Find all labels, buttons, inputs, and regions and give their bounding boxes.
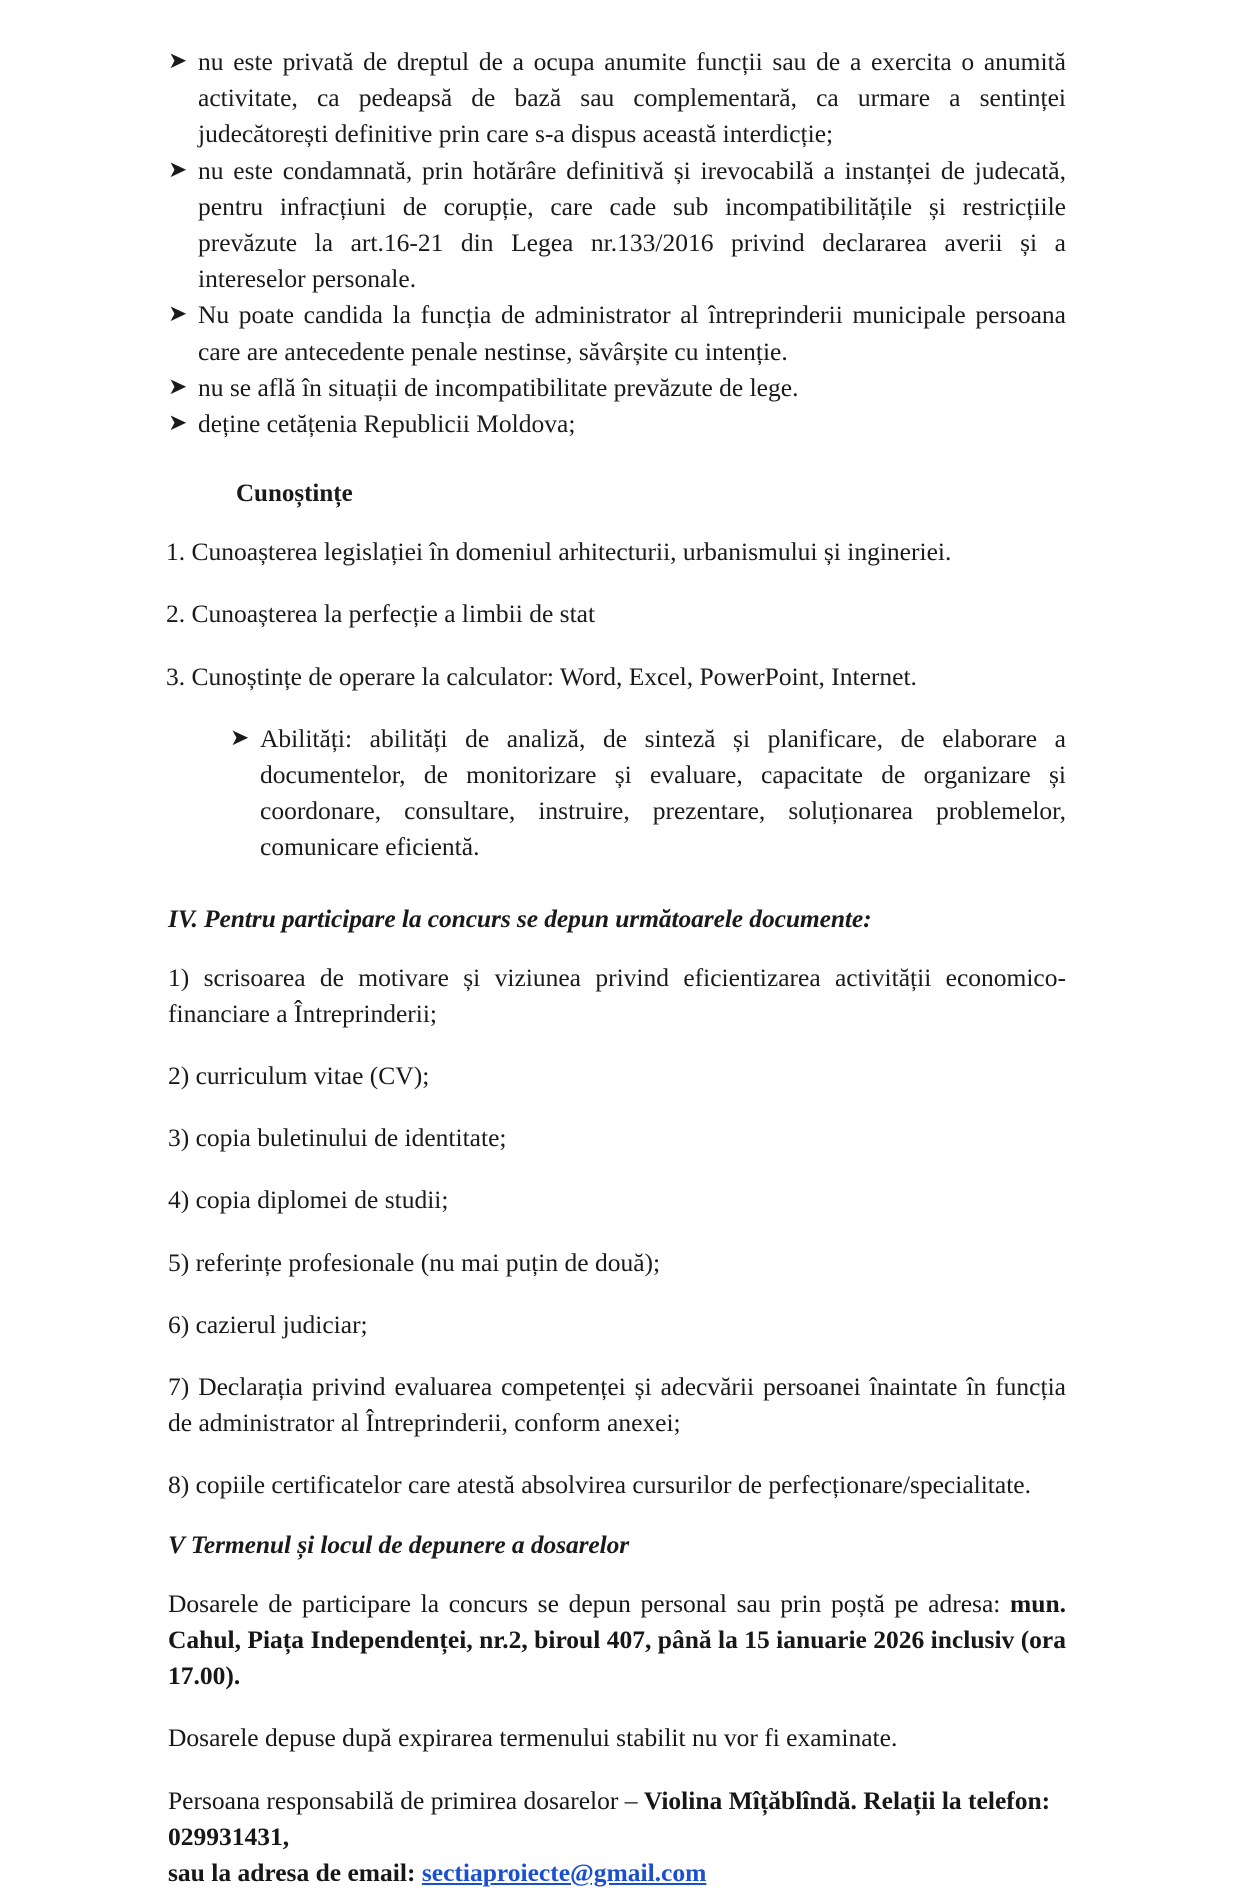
arrow-bullet-icon: ➤ [168,48,188,74]
list-item [168,406,1066,442]
email-paragraph [168,1855,1066,1891]
list-item: 3) copia buletinului de identitate; [168,1123,507,1153]
list-item: 5) referințe profesionale (nu mai puțin de două); [168,1247,661,1277]
submission-paragraph [168,1586,1066,1695]
list-item: 2) curriculum vitae (CV); [168,1061,430,1091]
list-item: 8) copiile certificatelor care atestă absolvirea cursurilor de perfecționare/specialitate. [168,1470,1031,1500]
arrow-bullet-icon: ➤ [168,410,188,437]
document-body [168,44,1066,1891]
condition-text: deține cetățenia Republicii Moldova; [198,409,576,439]
late-submission-note: Dosarele depuse după expirarea termenului stabilit nu vor fi examinate. [168,1723,898,1753]
list-item: 4) copia diplomei de studii; [168,1185,449,1215]
abilities-text: Abilități: abilități de analiză, de sinteză și planificare, de elaborare a documentelor, de monitorizare și evaluare, capacitate de organizare și coordonare, consultare, instruire, prezentare, soluționarea problemelor, comunicare eficientă. [260,723,1066,862]
contact-paragraph [168,1783,1066,1855]
email-label-text: sau la adresa de email: [168,1857,422,1887]
condition-text: Nu poate candida la funcția de administrator al întreprinderii municipale persoana care are antecedente penale nestinse, săvârșite cu intenție. [198,300,1066,366]
knowledge-list [168,534,1066,695]
list-item: 1. Cunoașterea legislației în domeniul arhitecturii, urbanismului și ingineriei. [166,537,952,567]
condition-text: nu este privată de dreptul de a ocupa anumite funcții sau de a exercita o anumită activitate, ca pedeapsă de bază sau complementară, ca urmare a sentinței judecătorești definitive prin care s-a dispus această interdicție; [198,47,1066,149]
condition-text: nu se află în situații de incompatibilitate prevăzute de lege. [198,372,799,402]
arrow-bullet-icon: ➤ [168,156,188,183]
arrow-bullet-icon: ➤ [168,373,188,400]
list-item: 2. Cunoașterea la perfecție a limbii de stat [166,599,596,629]
submission-address-text: mun. Cahul, Piața Independenței, nr.2, biroul 407, până la 15 ianuarie 2026 inclusiv (ora 17.00). [168,1588,1066,1691]
abilities-item [230,721,1066,866]
list-item: 1) scrisoarea de motivare și viziunea privind eficientizarea activității economico-financiare a Întreprinderii; [168,962,1066,1028]
contact-person-phone-text: Violina Mîțăblîndă. Relații la telefon: 029931431, [168,1785,1051,1851]
condition-text: nu este condamnată, prin hotărâre definitivă și irevocabilă a instanței de judecată, pentru infracțiuni de corupție, care cade sub incompatibilitățile și restricțiile prevăzute la art.16-21 din Legea nr.133/2016 privind declararea averii și a intereselor personale. [198,155,1066,294]
arrow-bullet-icon: ➤ [230,724,250,751]
list-item [168,44,1066,153]
conditions-list [168,44,1066,442]
list-item [168,297,1066,369]
email-link[interactable]: sectiaproiecte@gmail.com [421,1857,707,1887]
documents-list [168,960,1066,1504]
list-item: 3. Cunoștințe de operare la calculator: Word, Excel, PowerPoint, Internet. [166,661,917,691]
knowledge-heading: Cunoștințe [236,480,353,508]
section-v-heading: V Termenul și locul de depunere a dosarelor [168,1529,630,1559]
submission-intro-text: Dosarele de participare la concurs se depun personal sau prin poștă pe adresa: [168,1588,1011,1618]
arrow-bullet-icon: ➤ [168,301,188,328]
list-item: 7) Declarația privind evaluarea competenței și adecvării persoanei înaintate în funcția de administrator al Întreprinderii, conform anexei; [168,1372,1066,1438]
section-iv-heading: IV. Pentru participare la concurs se depun următoarele documente: [168,903,872,933]
list-item [168,370,1066,406]
list-item [168,153,1066,298]
contact-intro-text: Persoana responsabilă de primirea dosarelor – [168,1785,644,1815]
list-item: 6) cazierul judiciar; [168,1309,368,1339]
